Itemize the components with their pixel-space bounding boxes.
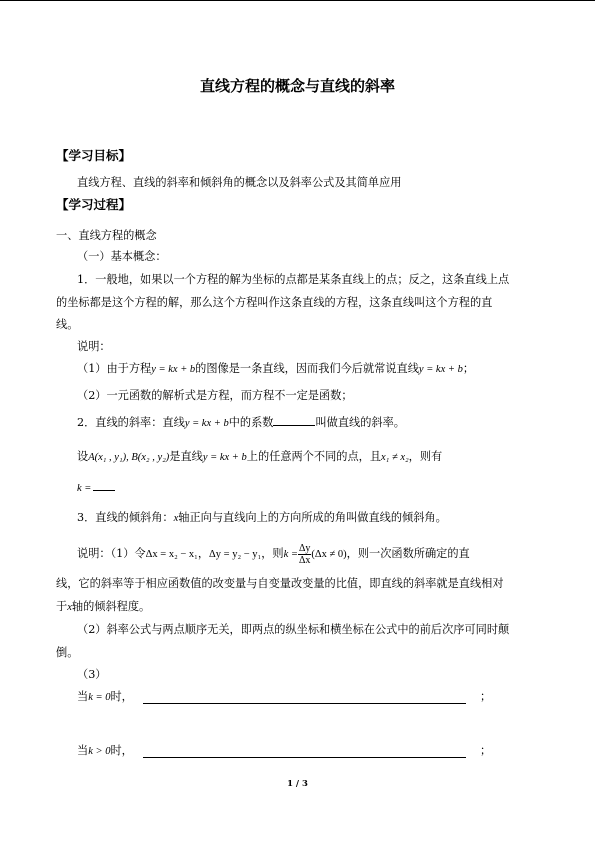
- inclination-definition: [77, 511, 447, 526]
- definition-line-1: 1．一般地，如果以一个方程的解为坐标的点都是某条直线上的点；反之，这条直线上点: [77, 273, 510, 286]
- slope-text-c: 叫做直线的斜率。: [315, 416, 405, 429]
- explanation-1-line-2: 线，它的斜率等于相应函数值的改变量与自变量改变量的比值，即直线的斜率就是直线相对: [56, 577, 504, 590]
- section-goal-heading: 【学习目标】: [56, 148, 132, 163]
- note-2: （2）一元函数的解析式是方程，而方程不一定是函数；: [77, 389, 353, 402]
- case-k-pos-shi: 时，: [110, 744, 133, 757]
- goal-text: 直线方程、直线的斜率和倾斜角的概念以及斜率公式及其简单应用: [77, 176, 402, 189]
- note-1: [77, 362, 474, 377]
- explanation-1-line-3: [56, 600, 150, 615]
- exp-comma: ，: [197, 547, 210, 560]
- exp-text-c: ，则: [261, 547, 284, 560]
- inclination-text-b: 轴正向与直线向上的方向所成的角叫做直线的倾斜角。: [178, 511, 447, 524]
- line-equation-2: y = kx + b: [418, 364, 463, 375]
- subsection-basic-concepts: （一）基本概念：: [77, 250, 167, 263]
- exp-line3-b: 轴的倾斜程度。: [71, 600, 151, 613]
- k-zero: k = 0: [88, 692, 111, 703]
- definition-line-2: 的坐标都是这个方程的解，那么这个方程叫作这条直线的方程，这条直线叫这个方程的直: [56, 296, 493, 309]
- k-formula-line: [77, 481, 115, 496]
- slope-text-b: 中的系数: [228, 416, 274, 429]
- note-label: 说明：: [77, 340, 111, 353]
- page-number: 1 / 3: [287, 779, 308, 789]
- note-1-text-b: 的图像是一条直线，因而我们今后就常说直线: [195, 362, 419, 375]
- points-text-c: 上的任意两个不同的点，且: [246, 450, 382, 463]
- case-k-zero-shi: 时，: [110, 690, 133, 703]
- note-1-end: ；: [462, 362, 475, 375]
- k-frac-lhs: k =: [283, 549, 298, 560]
- k-equals: k =: [77, 483, 92, 494]
- inclination-text-a: 3．直线的倾斜角：: [77, 511, 174, 524]
- x-not-equal: x₁ ≠ x₂: [381, 452, 409, 463]
- part1-heading: 一、直线方程的概念: [56, 229, 157, 242]
- definition-line-3: 线。: [56, 318, 79, 331]
- k-formula-blank[interactable]: [93, 482, 115, 491]
- section-process-heading: 【学习过程】: [56, 197, 132, 212]
- slope-fraction: [298, 543, 311, 566]
- points-text-b: 是直线: [169, 450, 203, 463]
- x-axis-symbol-2: x: [67, 602, 72, 613]
- fraction-numerator: Δy: [298, 542, 311, 554]
- page-title: 直线方程的概念与直线的斜率: [199, 77, 395, 95]
- fraction-denominator: Δx: [298, 554, 311, 566]
- answer-line-k-positive[interactable]: [143, 757, 466, 758]
- explanation-2-line-2: 倒。: [56, 646, 79, 659]
- page-top-border: [0, 0, 595, 1]
- case-k-zero: [77, 690, 133, 705]
- fraction-condition: (Δx ≠ 0): [311, 549, 347, 560]
- case-k-positive-end: ；: [480, 744, 492, 757]
- case-k-zero-when: 当: [77, 690, 89, 703]
- points-text-a: 设: [77, 450, 89, 463]
- exp-text-a: 说明：（1）令: [77, 547, 146, 560]
- points-line-equation: y = kx + b: [202, 452, 247, 463]
- x-axis-symbol: x: [173, 513, 179, 524]
- delta-y: Δy = y₂ − y₁: [209, 549, 262, 560]
- slope-definition: [77, 414, 405, 431]
- points-line: [77, 450, 442, 465]
- slope-line-equation: y = kx + b: [184, 418, 229, 429]
- fill-blank-coefficient[interactable]: [273, 414, 315, 426]
- slope-text-a: 2．直线的斜率：直线: [77, 416, 185, 429]
- case-k-positive: [77, 744, 133, 759]
- points-AB: A(x₁ , y₁), B(x₂ , y₂): [88, 452, 170, 463]
- k-positive: k > 0: [88, 746, 111, 757]
- delta-x: Δx = x₂ − x₁: [145, 549, 198, 560]
- line-equation: y = kx + b: [151, 364, 196, 375]
- exp-text-d: ，则一次函数所确定的直: [346, 547, 470, 560]
- case-k-pos-when: 当: [77, 744, 89, 757]
- explanation-2-line-1: （2）斜率公式与两点顺序无关，即两点的纵坐标和横坐标在公式中的前后次序可同时颠: [77, 623, 510, 636]
- answer-line-k-zero[interactable]: [143, 703, 466, 704]
- explanation-3-label: （3）: [77, 668, 107, 681]
- exp-line3-a: 于: [56, 600, 68, 613]
- note-1-text-a: （1）由于方程: [77, 362, 152, 375]
- case-k-zero-end: ；: [480, 690, 492, 703]
- explanation-1: [77, 541, 470, 568]
- points-text-d: ，则有: [408, 450, 443, 463]
